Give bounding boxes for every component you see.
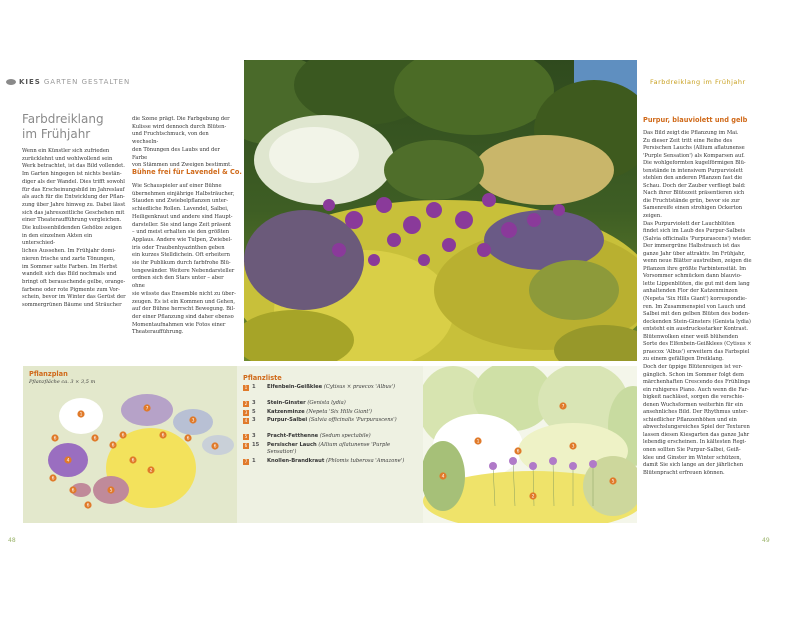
running-head [6, 78, 130, 86]
illustration-label: 1 [476, 439, 480, 445]
plant-list-item [243, 400, 417, 407]
plant-quantity: 3 [252, 433, 256, 439]
garden-photo-illustration [244, 60, 637, 361]
plant-quantity: 15 [252, 442, 260, 448]
planting-plan [23, 366, 237, 523]
plan-label: 1 [79, 412, 83, 418]
plan-label: 6 [86, 503, 90, 509]
planting-plan-title: Pflanzplan [29, 370, 68, 378]
plan-label: 6 [71, 488, 75, 494]
plant-quantity: 1 [252, 384, 256, 390]
plant-list-item [243, 409, 417, 416]
plant-number-badge: 1 [244, 384, 248, 390]
plant-name: Knollen-Brandkraut (Phlomis tuberosa 'Amazone') [267, 458, 405, 464]
plant-number-badge: 3 [244, 409, 248, 415]
plan-label: 6 [186, 436, 190, 442]
illustration-label: 7 [561, 404, 565, 410]
plant-name: Pracht-Fetthenne (Sedum spectabile) [267, 433, 371, 439]
page-title: Farbdreiklang im Frühjahr [22, 112, 104, 141]
plant-quantity: 1 [252, 458, 256, 464]
plan-label: 3 [191, 418, 195, 424]
plant-list-item [243, 433, 417, 440]
plan-label: 4 [66, 458, 70, 464]
plant-quantity: 3 [252, 400, 256, 406]
plant-name: Stein-Ginster (Genista lydia) [267, 400, 346, 406]
plan-label: 6 [213, 444, 217, 450]
plan-label: 6 [93, 436, 97, 442]
planting-illustration-drawing [423, 366, 637, 523]
plan-label: 6 [161, 433, 165, 439]
plan-label: 6 [51, 476, 55, 482]
plant-name: Katzenminze (Nepeta 'Six Hills Giant') [267, 409, 372, 415]
plan-label: 5 [109, 488, 113, 494]
illustration-label: 3 [571, 444, 575, 450]
page-number-right: 49 [762, 537, 770, 544]
planting-plan-subtitle: Pflanzfläche ca. 3 × 3,5 m [29, 379, 96, 385]
plant-list [237, 366, 423, 523]
planting-plan-diagram [43, 390, 243, 520]
illustration-label: 6 [516, 449, 520, 455]
running-head-part1: KIES [19, 78, 41, 86]
plan-label: 6 [53, 436, 57, 442]
body-column-1: Wenn ein Künstler sich zufrieden zurücklehnt und wohlwollend sein Werk betrachtet, ist das Bild vollendet. Im Garten hingegen ist nichts bestän- diger als der Wandel. Dies trifft sowohl für das Erscheinungsbild im Jahreslauf als auch für die Entwicklung der Pflan- zung über Jahre hinweg zu. Dabei lässt sich das jahreszeitliche Geschehen mit einer Theateraufführung vergleichen. Die kulissenbildenden Gehölze zeigen in den einzelnen Akten ein unterschied- liches Aussehen. Im Frühjahr domi- nieren frische und zarte Tönungen, im Sommer satte Farben. Im Herbst wandelt sich das Bild nochmals und bringt oft berauschende gelbe, orange- farbene oder rote Pigmente zum Vor- schein, bevor im Winter das Gerüst der sommergrünen Bäume und Sträucher [22, 148, 126, 309]
plan-label: 7 [145, 406, 149, 412]
plant-number-badge: 4 [244, 417, 248, 423]
plant-list-item [243, 458, 417, 465]
plant-list-title: Pflanzliste [243, 374, 282, 382]
garden-photo [244, 60, 637, 361]
plant-number-badge: 2 [244, 400, 248, 406]
plan-label: 6 [121, 433, 125, 439]
plant-name: Persischer Lauch (Allium aflatunense 'Purple Sensation') [267, 442, 391, 455]
body-column-3: Das Bild zeigt die Pflanzung im Mai. Zu dieser Zeit tritt eine Reihe des Persischen Lauchs (Allium aflatunense 'Purple Sensation') als Komparsen auf. Die wohlgeformten kugelförmigen Blü- tenstände in intensivem Purpurviolett stehlen den anderen Pflanzen fast die Schau. Doch der Zauber verfliegt bald: Nach ihrer Blütezeit präsentieren sich die Fruchtstände grün, bevor sie zur Samenreife einen strohigen Ockerton zeigen. Das Purpurviolett der Lauchblüten findet sich im Laub des Purpur-Salbeis (Salvia officinalis 'Purpurascens') wieder. Der immergrüne Halbstrauch ist das ganze Jahr über attraktiv. Im Frühjahr, wenn neue Blätter austreiben, zeigen die Pflanzen ihre größte Farbintensität. Im Vorsommer schmücken dann blauvio- lette Lippenblüten, die gut mit dem lang anhaltenden Flor der Katzenminzen (Nepeta 'Six Hills Giant') korrespondie- ren. Im Zusammenspiel von Lauch und Salbei mit den gelben Blüten des boden- deckenden Stein-Ginsters (Genista lydia) entsteht ein ausdrucksstarker Kontrast. Blütenwolken einer weiß blühenden Sorte des Elfenbein-Geißklees (Cytisus × praecox 'Albus') erweitern das Farbspiel zu einem gefälligen Dreiklang. Doch der üppige Blütenreigen ist ver- gänglich. Schon im Sommer folgt dem märchenhaften Crescendo des Frühlings ein ruhigeres Piano. Auch wenn die Far- bigkeit nachlässt, sorgen die verschie- denen Wuchsformen weiterhin für ein ansehnliches Bild. Der Rhythmus unter- schiedlicher Pflanzenhöhen und ein abwechslungsreiches Spiel der Texturen lassen diesen Kiesgarten das ganze Jahr lebendig erscheinen. In kältesten Regi- onen sollten Sie Purpur-Salbei, Geiß- klee und Ginster im Winter schützen, damit Sie sich lange an der jährlichen Blütenpracht erfreuen können. [643, 130, 752, 476]
plant-quantity: 5 [252, 409, 256, 415]
plant-number-badge: 5 [244, 433, 248, 439]
plant-name: Elfenbein-Geißklee (Cytisus × praecox 'Albus') [267, 384, 396, 390]
plant-number-badge: 7 [244, 458, 248, 464]
page-number-left: 48 [8, 537, 16, 544]
running-head-right: Farbdreiklang im Frühjahr [650, 78, 746, 86]
body-column-2a: die Szene prägt. Die Farbgebung der Kulisse wird dennoch durch Blüten- und Fruchtschmuck, von den wechseln- den Tönungen des Laubs und der Farbe von Stämmen und Zweigen bestimmt. [132, 116, 232, 169]
illustration-label: 2 [531, 494, 535, 500]
section-heading-buehne: Bühne frei für Lavendel & Co. [132, 168, 242, 176]
section-heading-purpur: Purpur, blauviolett und gelb [643, 116, 748, 124]
planting-illustration [423, 366, 637, 523]
plan-label: 6 [111, 443, 115, 449]
plant-list-item [243, 442, 417, 456]
body-column-2b: Wie Schauspieler auf einer Bühne übernehmen einjährige Halbsträucher, Stauden und Zwiebelpflanzen unter- schiedliche Rollen. Lavendel, Salbei, Heiligenkraut und andere sind Haupt- darsteller. Sie sind lange Zeit präsent – und meist erhalten sie den größten Applaus. Andere wie Tulpen, Zwiebel- iris oder Traubenhyazinthen geben ein kurzes Stelldichein. Oft erheitern sie ihr Publikum durch farbfrohe Blü- tengewänder. Weitere Nebendarsteller ordnen sich den Stars unter – aber ohne sie wüsste das Ensemble nicht zu über- zeugen. Es ist ein Kommen und Gehen, auf der Bühne herrscht Bewegung. Bil- der einer Pflanzung sind daher ebenso Momentaufnahmen wie Fotos einer Theateraufführung. [132, 183, 236, 336]
plant-list-item [243, 384, 417, 391]
illustration-label: 5 [611, 479, 615, 485]
logo-dot-icon [6, 79, 16, 85]
plan-label: 2 [149, 468, 153, 474]
plant-list-item [243, 417, 417, 424]
plan-label: 6 [131, 458, 135, 464]
plant-quantity: 3 [252, 417, 256, 423]
plant-name: Purpur-Salbei (Salvia officinalis 'Purpurascens') [267, 417, 397, 423]
plant-number-badge: 6 [244, 442, 248, 448]
running-head-part2: GARTEN GESTALTEN [43, 78, 131, 86]
illustration-label: 4 [441, 474, 445, 480]
